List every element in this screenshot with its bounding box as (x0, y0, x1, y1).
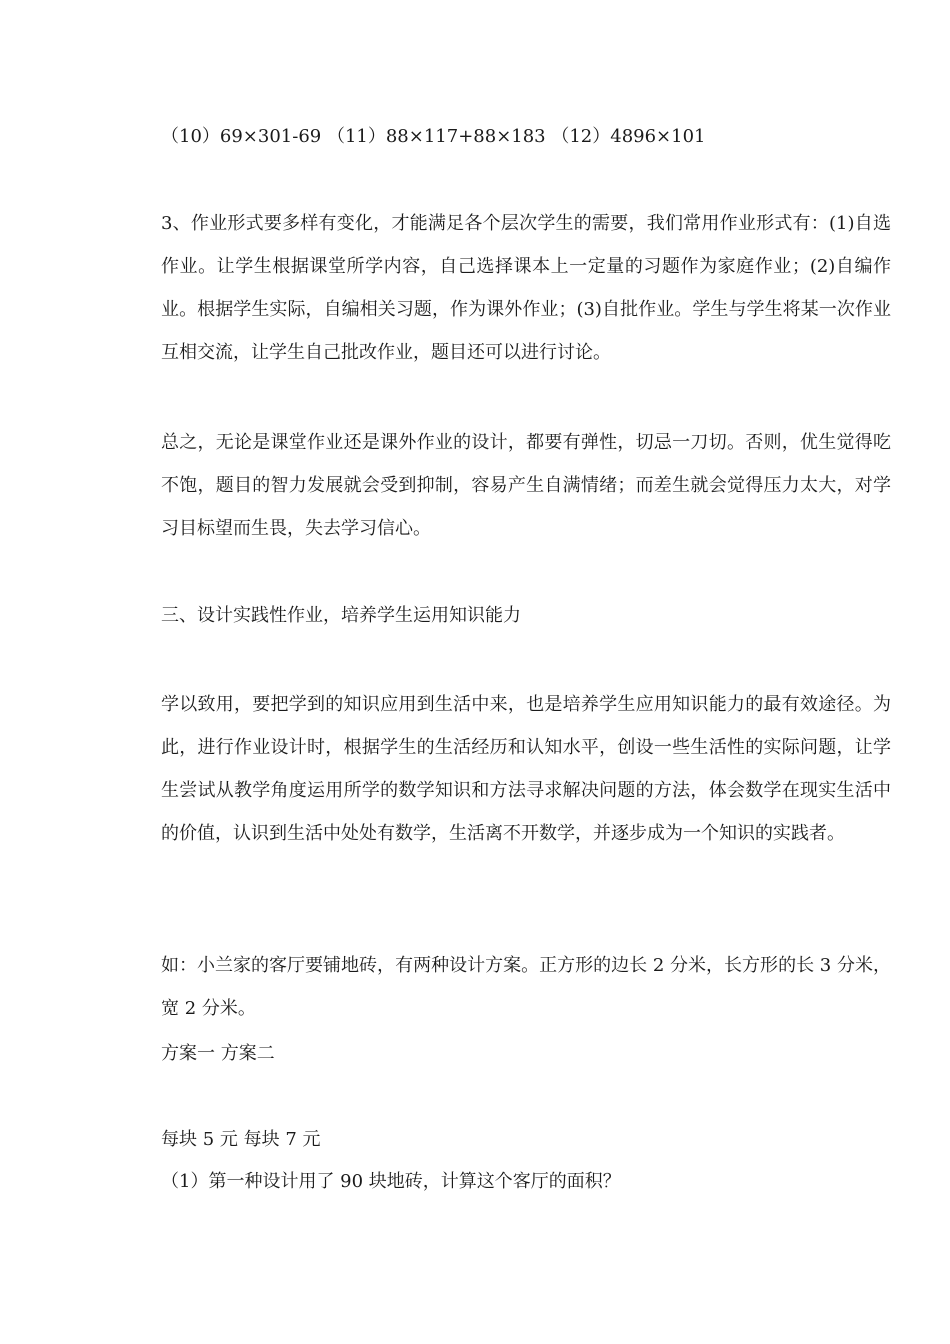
prices-line: 每块 5 元 每块 7 元 (161, 1129, 321, 1150)
paragraph-practice: 学以致用，要把学到的知识应用到生活中来，也是培养学生应用知识能力的最有效途径。为此，进行作业设计时，根据学生的生活经历和认知水平，创设一些生活性的实际问题，让学生尝试从教学角度运用所学的数学知识和方法寻求解决问题的方法，体会数学在现实生活中的价值，认识到生活中处处有数学，生活离不开数学，并逐步成为一个知识的实践者。 (161, 694, 891, 844)
paragraph-homework-forms: 3、作业形式要多样有变化，才能满足各个层次学生的需要，我们常用作业形式有：(1)自选作业。让学生根据课堂所学内容，自己选择课本上一定量的习题作为家庭作业；(2)自编作业。根据学生实际，自编相关习题，作为课外作业；(3)自批作业。学生与学生将某一次作业互相交流，让学生自己批改作业，题目还可以进行讨论。 (161, 213, 891, 363)
paragraph-example: 如：小兰家的客厅要铺地砖，有两种设计方案。正方形的边长 2 分米，长方形的长 3 分米，宽 2 分米。 (161, 955, 891, 1019)
question-one: （1）第一种设计用了 90 块地砖，计算这个客厅的面积？ (161, 1171, 621, 1192)
exercise-list-line: （10）69×301-69 （11）88×117+88×183 （12）4896×101 (161, 126, 706, 147)
plans-line: 方案一 方案二 (161, 1043, 275, 1064)
paragraph-summary: 总之，无论是课堂作业还是课外作业的设计，都要有弹性，切忌一刀切。否则，优生觉得吃不饱，题目的智力发展就会受到抑制，容易产生自满情绪；而差生就会觉得压力太大，对学习目标望而生畏，失去学习信心。 (161, 432, 891, 539)
section-heading-three: 三、设计实践性作业，培养学生运用知识能力 (161, 605, 521, 626)
